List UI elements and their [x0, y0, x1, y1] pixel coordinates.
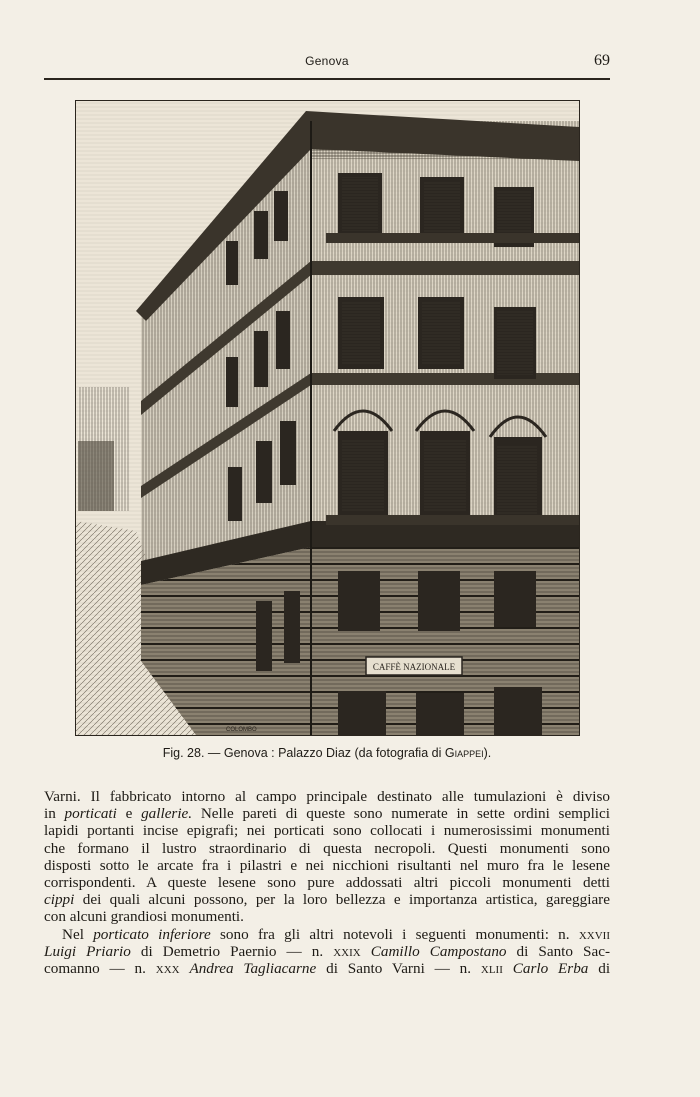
caption-suffix: ). [483, 746, 492, 760]
running-title: Genova [305, 54, 349, 68]
header-rule [44, 78, 610, 80]
body-line: disposti sotto le arcate fra i pilastri e nei nicchioni risultanti nel muro fra le lesene [44, 856, 610, 874]
body-line: in porticati e gallerie. Nelle pareti di queste sono numerate in sette ordini semplici [44, 805, 610, 823]
page-header [44, 52, 610, 74]
body-text [44, 788, 610, 977]
engraving-palazzo-illustration [76, 101, 579, 735]
caption-prefix: Fig. 28. — Genova : Palazzo Diaz (da fotografia di [162, 746, 445, 760]
body-line: Nel porticato inferiore sono fra gli altri notevoli i seguenti monumenti: n. xxvii [62, 925, 611, 943]
figure-caption [44, 746, 610, 760]
body-line: Luigi Priario di Demetrio Paernio — n. xxix Camillo Campostano di Santo Sac- [44, 942, 611, 960]
body-line: con alcuni grandiosi monumenti. [44, 908, 244, 926]
page-number: 69 [594, 52, 610, 69]
artist-signature: COLOMBO [226, 727, 257, 733]
figure-engraving [75, 100, 580, 736]
body-line: lapidi portanti incise epigrafi; nei porticati sono collocati i numerosissimi monumenti [44, 822, 610, 840]
body-line: che formano il lustro straordinario di questa necropoli. Questi monumenti sono [44, 839, 610, 857]
body-line: comanno — n. xxx Andrea Tagliacarne di Santo Varni — n. xlii Carlo Erba di [44, 960, 611, 978]
shop-sign: CAFFÈ NAZIONALE [372, 662, 456, 672]
body-line: corrispondenti. A queste lesene sono pure addossati altri piccoli monumenti detti [44, 874, 610, 892]
body-line: cippi dei quali alcuni possono, per la loro bellezza e importanza artistica, gareggiare [44, 891, 610, 909]
caption-photographer: Giappei [444, 746, 484, 760]
body-line: Varni. Il fabbricato intorno al campo principale destinato alle tumulazioni è diviso [44, 788, 610, 805]
